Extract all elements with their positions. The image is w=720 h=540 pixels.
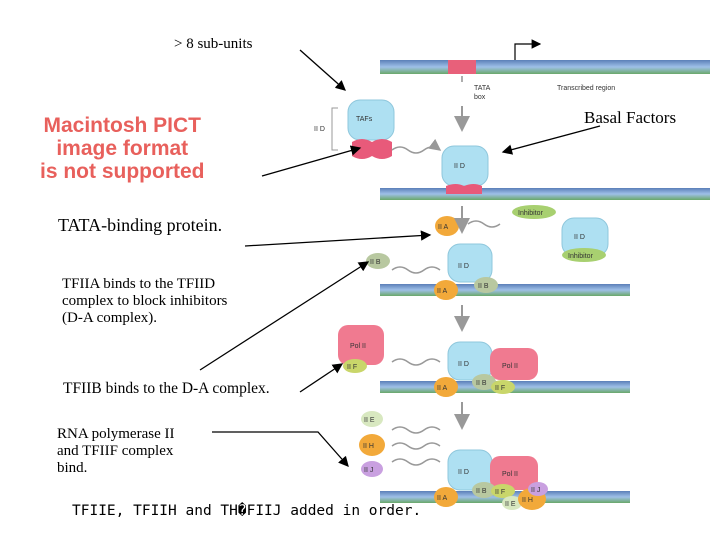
dna-strand-3	[380, 284, 630, 296]
dna-strand-1	[380, 60, 710, 74]
iie-iih-iij-free	[359, 411, 385, 477]
svg-text:II B: II B	[476, 380, 487, 387]
svg-text:II B: II B	[476, 488, 487, 495]
subunits-label: > 8 sub-units	[174, 36, 253, 52]
svg-text:II A: II A	[438, 224, 449, 231]
rna-pol-label: RNA polymerase II and TFIIF complex bind.	[57, 426, 175, 476]
svg-text:II H: II H	[522, 497, 533, 504]
svg-text:Inhibitor: Inhibitor	[568, 253, 593, 260]
bottom-caption: TFIIE, TFIIH and TH�FIIJ added in order.	[72, 503, 422, 519]
svg-text:II D: II D	[454, 163, 465, 170]
svg-text:box: box	[474, 94, 486, 101]
arrow-subunits	[300, 50, 345, 90]
svg-text:II B: II B	[370, 259, 381, 266]
svg-text:II E: II E	[505, 501, 516, 508]
tfiia-label: TFIIA binds to the TFIID complex to block inhibitors (D-A complex).	[62, 276, 228, 326]
dna-strand-2	[380, 188, 710, 200]
tfiib-label: TFIIB binds to the D-A complex.	[63, 380, 270, 397]
pict-line-3: is not supported	[40, 160, 205, 183]
arrow-tata-binding	[245, 235, 430, 246]
svg-text:II H: II H	[363, 443, 374, 450]
svg-text:II F: II F	[347, 364, 358, 371]
svg-text:II D: II D	[574, 234, 585, 241]
svg-text:II F: II F	[495, 385, 506, 392]
svg-text:II D: II D	[458, 263, 469, 270]
iid-bracket-label: II D	[314, 126, 325, 133]
tata-box-label: TATA	[474, 85, 491, 92]
svg-text:II A: II A	[437, 288, 448, 295]
svg-text:II J: II J	[531, 487, 541, 494]
svg-text:TAFs: TAFs	[356, 116, 373, 123]
arrow-tfiib	[300, 364, 342, 392]
svg-text:II D: II D	[458, 469, 469, 476]
tata-box	[448, 60, 476, 74]
tfiid-bound	[442, 146, 488, 194]
tata-binding-label: TATA-binding protein.	[58, 215, 223, 235]
arrow-pict	[262, 148, 360, 176]
svg-text:II E: II E	[364, 417, 375, 424]
pol2-iif-free	[338, 325, 384, 373]
svg-text:II D: II D	[458, 361, 469, 368]
svg-text:II B: II B	[478, 283, 489, 290]
svg-text:II A: II A	[437, 385, 448, 392]
arrow-rna-pol	[212, 432, 348, 466]
inhibitor-complex	[512, 205, 608, 262]
pict-line-1: Macintosh PICT	[43, 114, 201, 137]
pict-unsupported-notice	[40, 114, 205, 183]
svg-text:Pol II: Pol II	[350, 343, 366, 350]
svg-text:Inhibitor: Inhibitor	[518, 210, 543, 217]
tfiid-complex-free	[348, 100, 394, 159]
pict-line-2: image format	[56, 137, 189, 160]
transcription-start-arrow	[515, 44, 540, 60]
transcribed-region-label: Transcribed region	[557, 85, 616, 92]
svg-text:II F: II F	[495, 489, 506, 496]
basal-factors-label: Basal Factors	[584, 108, 677, 127]
svg-text:Pol II: Pol II	[502, 471, 518, 478]
svg-text:II A: II A	[437, 495, 448, 502]
arrow-basal-factors	[503, 126, 600, 152]
svg-text:II J: II J	[364, 467, 374, 474]
svg-text:Pol II: Pol II	[502, 363, 518, 370]
